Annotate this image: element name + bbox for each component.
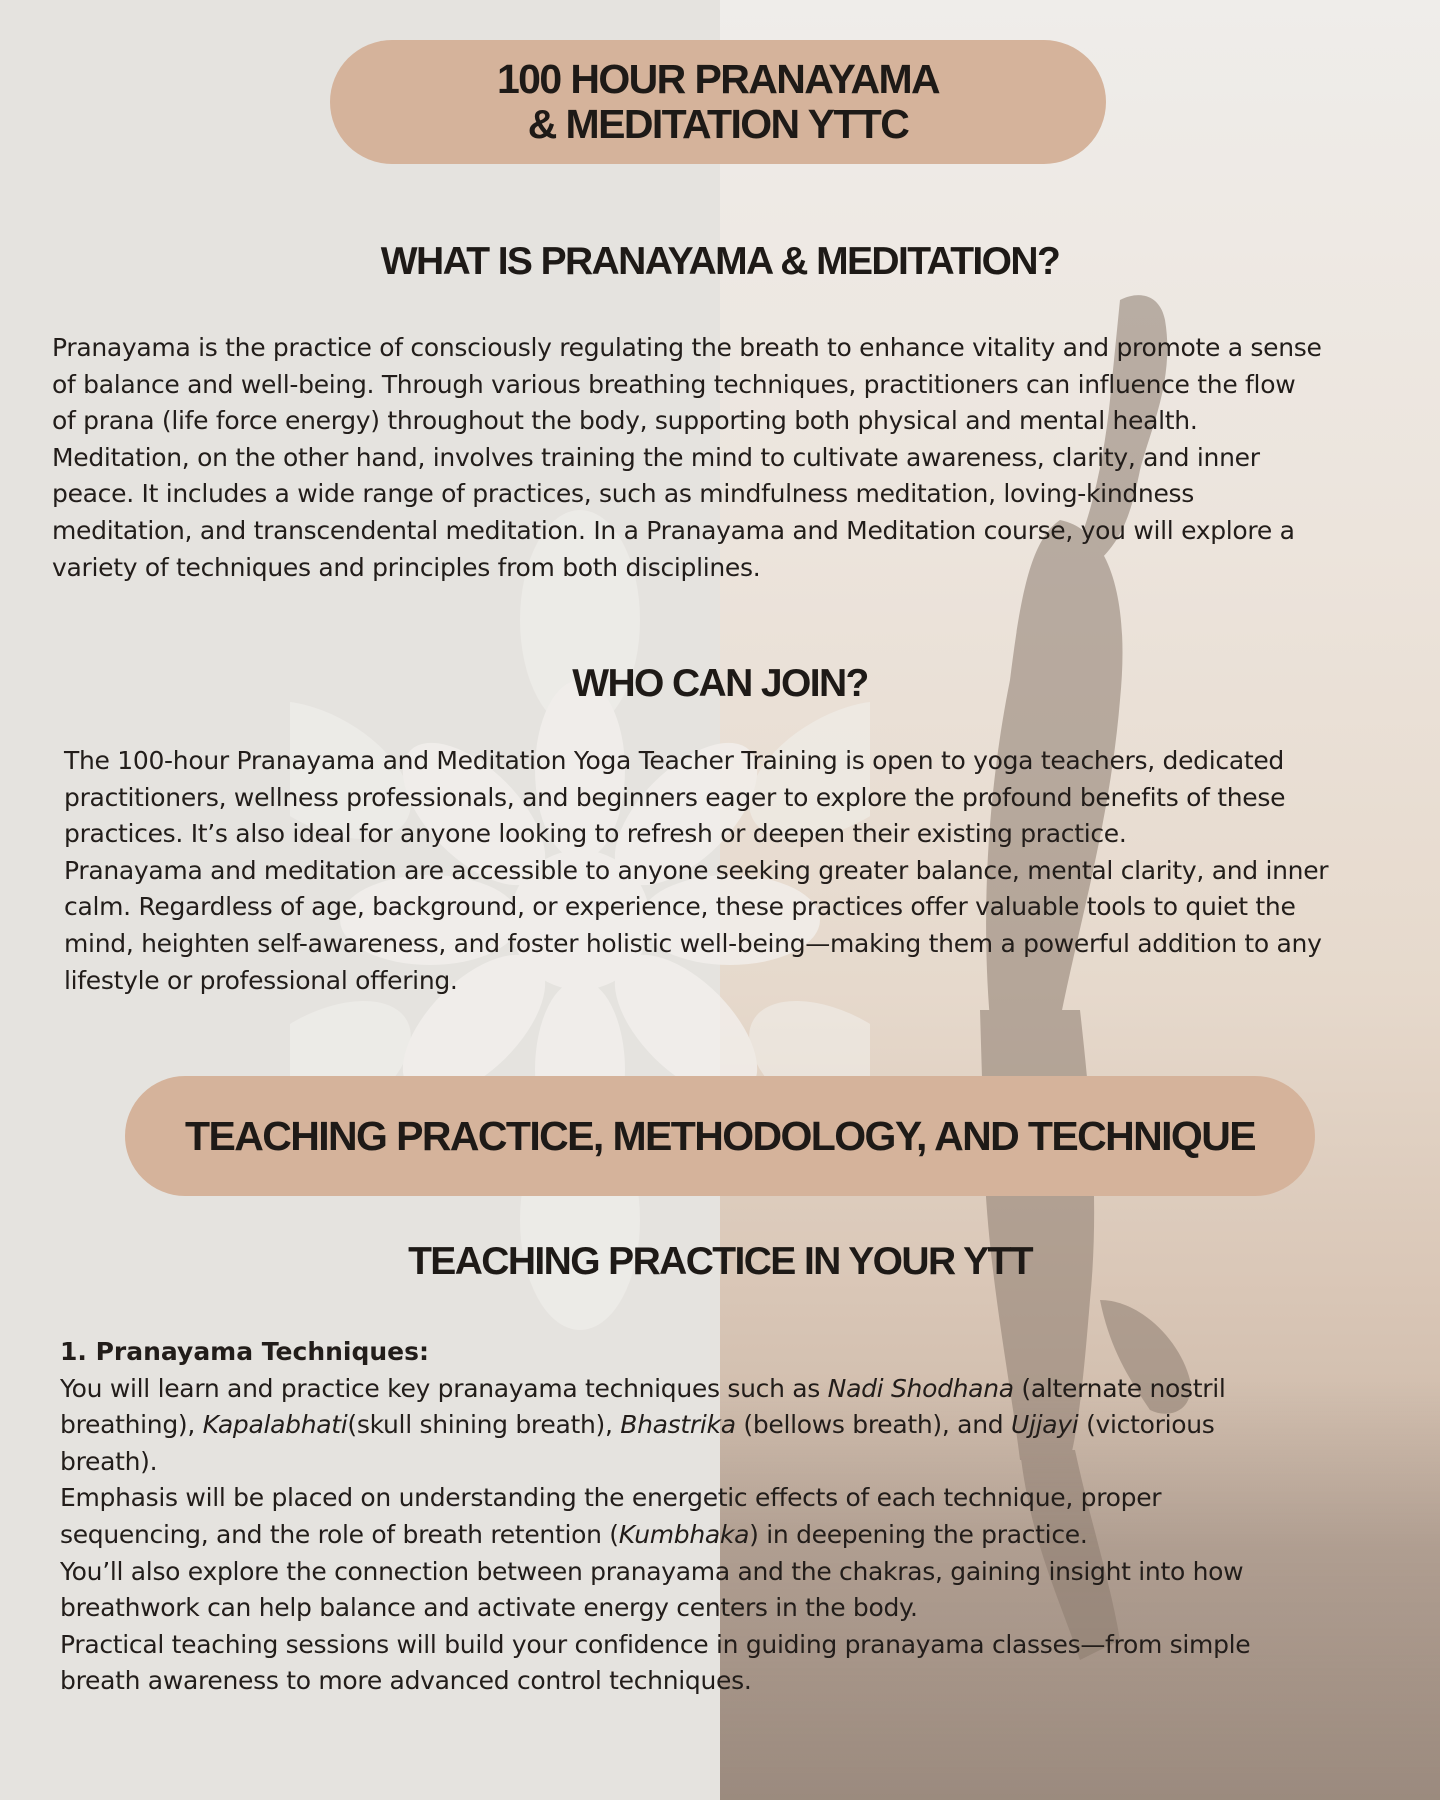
text-line: Emphasis will be placed on understanding the energetic effects of each technique, proper [60, 1483, 1162, 1513]
what-line: variety of techniques and principles from both disciplines. [52, 552, 761, 582]
text-line: breathwork can help balance and activate energy centers in the body. [60, 1593, 918, 1623]
who-line: calm. Regardless of age, background, or experience, these practices offer valuable tools to quiet the [64, 892, 1296, 922]
who-line: practitioners, wellness professionals, and beginners eager to explore the profound benefits of these [64, 782, 1286, 812]
list-paragraph-2 [60, 1480, 1390, 1553]
what-paragraph [52, 330, 1422, 586]
what-line: Pranayama is the practice of consciously regulating the breath to enhance vitality and promote a sense [52, 333, 1322, 362]
who-line: mind, heighten self-awareness, and foster holistic well-being—making them a powerful addition to any [64, 928, 1322, 958]
list-item-title: 1. Pranayama Techniques: [60, 1337, 430, 1366]
teaching-list [60, 1334, 1390, 1700]
section-heading-teaching: TEACHING PRACTICE IN YOUR YTT [408, 1240, 1032, 1283]
text-line: breath awareness to more advanced control techniques. [60, 1666, 752, 1696]
text-line: You’ll also explore the connection between pranayama and the chakras, gaining insight into how [60, 1556, 1244, 1586]
list-paragraph-4 [60, 1627, 1390, 1700]
list-paragraph-1 [60, 1371, 1390, 1481]
text-line: Practical teaching sessions will build your confidence in guiding pranayama classes—from simple [60, 1629, 1251, 1659]
who-line: Pranayama and meditation are accessible to anyone seeking greater balance, mental clarity, and inner [64, 855, 1329, 885]
what-line: Meditation, on the other hand, involves training the mind to cultivate awareness, clarity, and inner [52, 442, 1260, 472]
title-line-1: 100 HOUR PRANAYAMA [496, 56, 940, 102]
text-line: sequencing, and the role of breath retention (Kumbhaka) in deepening the practice. [60, 1519, 1088, 1549]
what-line: peace. It includes a wide range of practices, such as mindfulness meditation, loving-kindness [52, 479, 1195, 509]
section-heading-who: WHO CAN JOIN? [572, 662, 868, 705]
what-line: of balance and well-being. Through various breathing techniques, practitioners can influence the flow [52, 369, 1296, 399]
title-line-2: & MEDITATION YTTC [527, 101, 909, 147]
title-banner [330, 40, 1106, 164]
what-line: meditation, and transcendental meditation. In a Pranayama and Meditation course, you will explore a [52, 515, 1295, 545]
who-line: practices. It’s also ideal for anyone looking to refresh or deepen their existing practice. [64, 819, 1127, 849]
list-paragraph-3 [60, 1554, 1390, 1627]
teaching-banner: TEACHING PRACTICE, METHODOLOGY, AND TECHNIQUE [125, 1076, 1315, 1196]
who-line: lifestyle or professional offering. [64, 965, 458, 995]
text-line: breath). [60, 1446, 158, 1476]
what-line: of prana (life force energy) throughout the body, supporting both physical and mental health. [52, 406, 1198, 436]
who-paragraph [64, 743, 1424, 999]
who-line: The 100-hour Pranayama and Meditation Yoga Teacher Training is open to yoga teachers, dedicated [64, 746, 1284, 775]
text-line: You will learn and practice key pranayama techniques such as Nadi Shodhana (alternate nostril [60, 1373, 1226, 1403]
section-heading-what: WHAT IS PRANAYAMA & MEDITATION? [380, 240, 1060, 283]
text-line: breathing), Kapalabhati(skull shining breath), Bhastrika (bellows breath), and Ujjayi (victorious [60, 1410, 1215, 1440]
